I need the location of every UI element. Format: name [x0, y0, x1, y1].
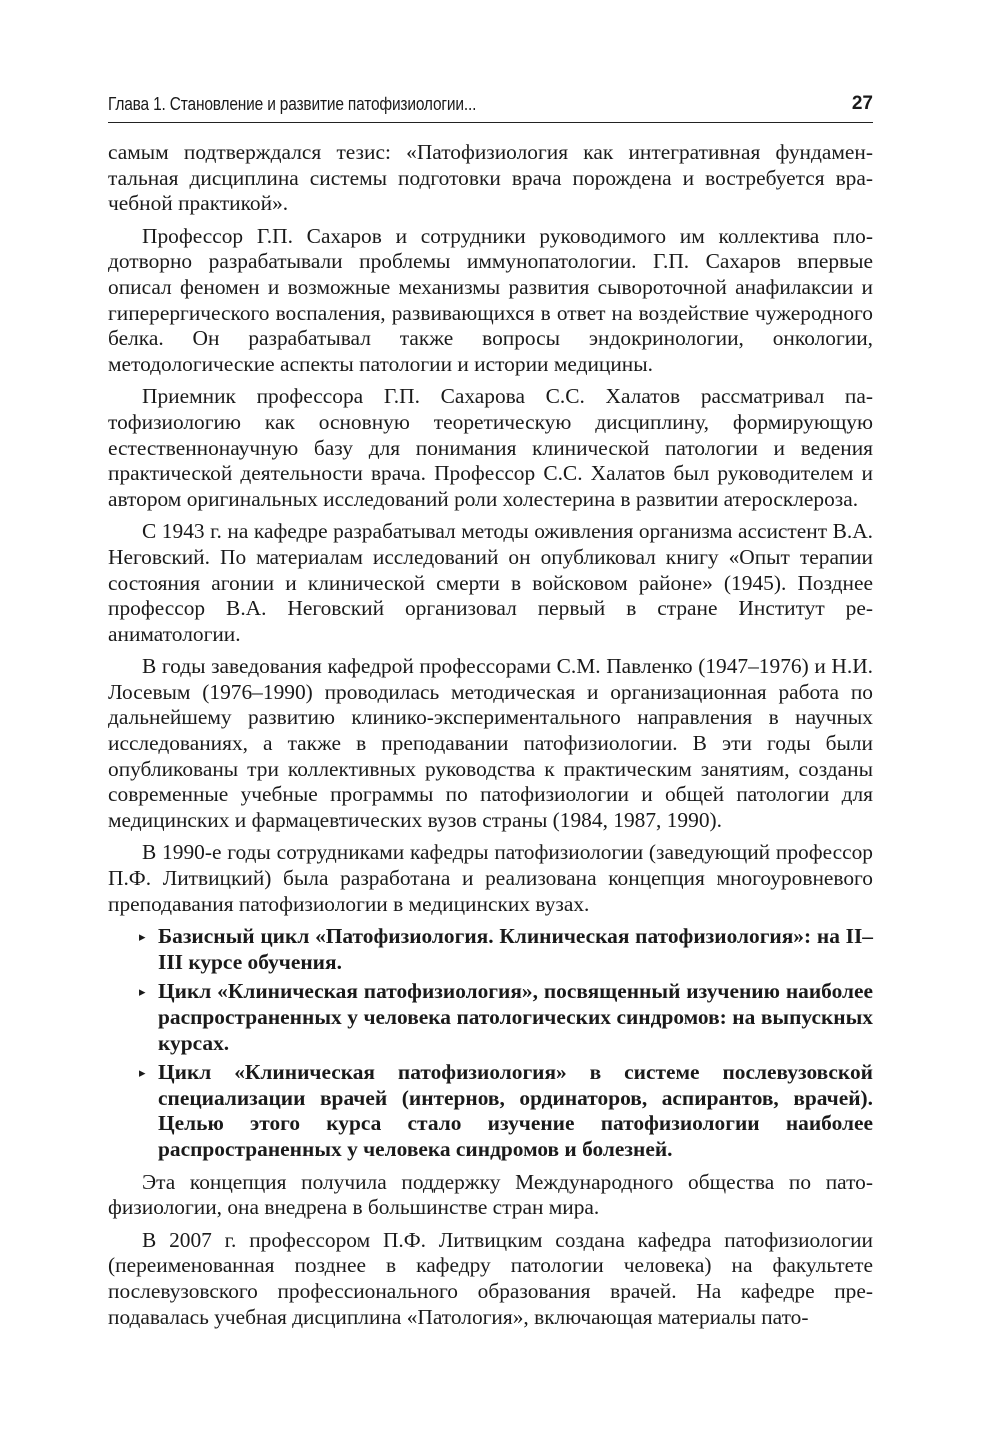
paragraph-negovsky: С 1943 г. на кафедре разрабатывал методы оживления организма ассистент В.А. Неговский. По материалам исследований он опубликовал книгу «Опыт терапии состояния агонии и клинической смерти в войсковом районе» (1945). Позднее профессор В.А. Неговский организовал первый в стране Институт реаниматологии.: [108, 519, 873, 646]
paragraph-concept: В 1990-е годы сотрудниками кафедры патофизиологии (заведующий профессор П.Ф. Литвицкий) была разработана и реализована концепция многоуровневого преподавания патофизиологии в медицинских вузах.: [108, 840, 873, 916]
list-item: [139, 979, 873, 1056]
list-item: [139, 924, 873, 975]
list-item-text: Цикл «Клиническая патофизиология», посвященный изучению наиболее распространенных у человека патологических синдромов: на выпускных курсах.: [158, 979, 873, 1055]
list-item: [139, 1060, 873, 1162]
paragraph-2007: В 2007 г. профессором П.Ф. Литвицким создана кафедра патофизиологии (переименованная позднее в кафедру патологии человека) на факультете послевузовского профессионального образования врачей. На кафедре преподавалась учебная дисциплина «Патология», включающая материалы пато-: [108, 1227, 873, 1329]
paragraph-pavlenko-losev: В годы заведования кафедрой профессорами С.М. Павленко (1947–1976) и Н.И. Лосевым (1976–1990) проводилась методическая и организационная работа по дальнейшему развитию клинико-экспериментального направления в научных исследованиях, а также в преподавании патофизиологии. В эти годы были опубликованы три коллективных руководства к практическим занятиям, созданы современные учебные программы по патофизиологии и общей патологии для медицинских и фармацевтических вузов страны (1984, 1987, 1990).: [108, 654, 873, 832]
list-item-text: Базисный цикл «Патофизиология. Клиническая патофизиология»: на II–III курсе обучения.: [158, 924, 873, 974]
chapter-title: Глава 1. Становление и развитие патофизиологии...: [108, 94, 477, 114]
paragraph-khalatov: Приемник профессора Г.П. Сахарова С.С. Халатов рассматривал патофизиологию как основную теоретическую дисциплину, формирующую естественнонаучную базу для понимания клинической патологии и ведения практической деятельности врача. Профессор С.С. Халатов был руководителем и автором оригинальных исследований роли холестерина в развитии атеросклероза.: [108, 384, 873, 511]
paragraph-continuation: самым подтверждался тезис: «Патофизиология как интегративная фундаментальная дисциплина системы подготовки врача порождена и востребуется врачебной практикой».: [108, 140, 873, 216]
paragraph-support: Эта концепция получила поддержку Международного общества по патофизиологии, она внедрена в большинстве стран мира.: [108, 1169, 873, 1220]
triangle-bullet-icon: ▸: [139, 929, 146, 945]
page-body: [108, 140, 873, 1337]
page-number: 27: [851, 93, 873, 114]
triangle-bullet-icon: ▸: [139, 984, 146, 1000]
bullet-list: [108, 924, 873, 1162]
triangle-bullet-icon: ▸: [139, 1065, 146, 1081]
paragraph-sakharov: Профессор Г.П. Сахаров и сотрудники руководимого им коллектива плодотворно разрабатывали проблемы иммунопатологии. Г.П. Сахаров впервые описал феномен и возможные механизмы развития сывороточной анафилаксии и гиперергического воспаления, развивающихся в ответ на воздействие чужеродного белка. Он разрабатывал также вопросы эндокринологии, онкологии, методологические аспекты патологии и истории медицины.: [108, 223, 873, 376]
running-header: [108, 88, 873, 123]
list-item-text: Цикл «Клиническая патофизиология» в системе послевузовской специализации врачей (интернов, ординаторов, аспирантов, врачей). Целью этого курса стало изучение патофизиологии наиболее распространенных у человека синдромов и болезней.: [158, 1060, 873, 1161]
